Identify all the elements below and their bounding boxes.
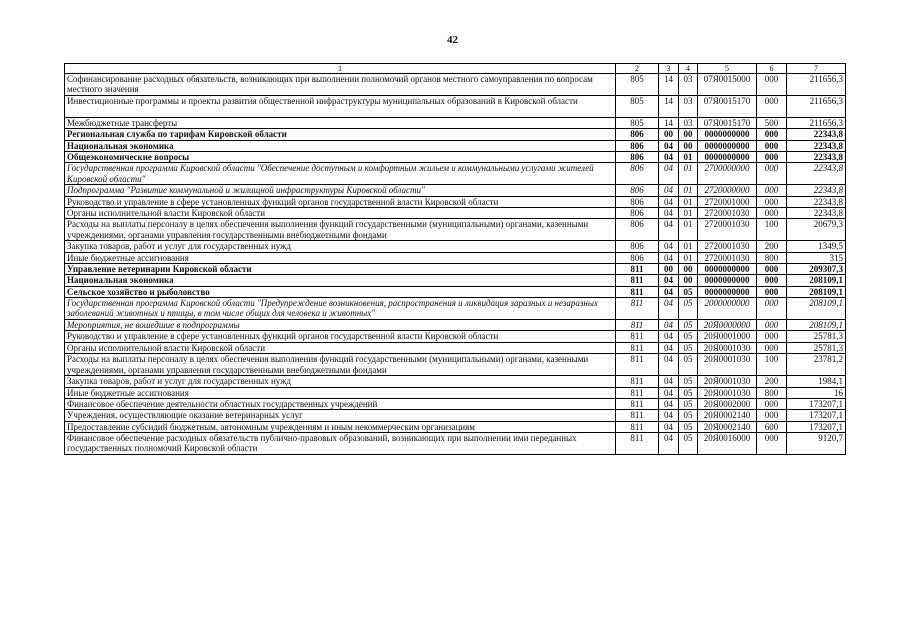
row-name-cell: Закупка товаров, работ и услуг для государственных нужд bbox=[65, 241, 616, 252]
table-row bbox=[65, 298, 846, 320]
row-amount-cell: 22343,8 bbox=[787, 129, 846, 140]
row-ministry-code-cell: 806 bbox=[616, 163, 659, 185]
row-amount-cell: 25781,3 bbox=[787, 342, 846, 353]
row-expense-type-cell: 000 bbox=[757, 432, 787, 454]
row-subsection-cell: 05 bbox=[679, 354, 698, 376]
row-amount-cell: 211656,3 bbox=[787, 74, 846, 96]
row-name-cell: Государственная программа Кировской области "Предупреждение возникновения, распространения и ликвидация заразных и незаразных заболеваний животных и птицы, в том числе общих для человека и животных" bbox=[65, 298, 616, 320]
row-name-cell: Управление ветеринарии Кировской области bbox=[65, 264, 616, 275]
row-expense-type-cell: 000 bbox=[757, 342, 787, 353]
column-header: 2 bbox=[616, 64, 659, 74]
table-row bbox=[65, 264, 846, 275]
table-row bbox=[65, 275, 846, 286]
table-body bbox=[65, 74, 846, 455]
row-subsection-cell: 05 bbox=[679, 342, 698, 353]
row-target-article-cell: 2720001030 bbox=[698, 252, 757, 263]
table-row bbox=[65, 376, 846, 387]
row-target-article-cell: 2000000000 bbox=[698, 298, 757, 320]
row-subsection-cell: 01 bbox=[679, 208, 698, 219]
row-expense-type-cell: 000 bbox=[757, 129, 787, 140]
table-row bbox=[65, 140, 846, 151]
row-subsection-cell: 05 bbox=[679, 320, 698, 331]
column-header: 1 bbox=[65, 64, 616, 74]
row-amount-cell: 209307,3 bbox=[787, 264, 846, 275]
row-section-cell: 04 bbox=[659, 331, 679, 342]
row-name-cell: Финансовое обеспечение деятельности областных государственных учреждений bbox=[65, 398, 616, 409]
row-subsection-cell: 01 bbox=[679, 152, 698, 163]
row-ministry-code-cell: 805 bbox=[616, 118, 659, 129]
row-amount-cell: 208109,1 bbox=[787, 275, 846, 286]
table-row bbox=[65, 152, 846, 163]
row-amount-cell: 22343,8 bbox=[787, 196, 846, 207]
row-amount-cell: 25781,3 bbox=[787, 331, 846, 342]
row-amount-cell: 20679,3 bbox=[787, 219, 846, 241]
table-row bbox=[65, 387, 846, 398]
table-row bbox=[65, 196, 846, 207]
table-row bbox=[65, 342, 846, 353]
row-name-cell: Расходы на выплаты персоналу в целях обеспечения выполнения функций государственными (муниципальными) органами, казенными учреждениями, органами управления государственными внебюджетными фондами bbox=[65, 219, 616, 241]
row-amount-cell: 22343,8 bbox=[787, 185, 846, 196]
row-name-cell: Межбюджетные трансферты bbox=[65, 118, 616, 129]
row-amount-cell: 16 bbox=[787, 387, 846, 398]
row-name-cell: Региональная служба по тарифам Кировской области bbox=[65, 129, 616, 140]
row-amount-cell: 211656,3 bbox=[787, 96, 846, 118]
row-expense-type-cell: 000 bbox=[757, 163, 787, 185]
column-header: 5 bbox=[698, 64, 757, 74]
row-section-cell: 04 bbox=[659, 163, 679, 185]
row-target-article-cell: 0000000000 bbox=[698, 152, 757, 163]
column-header: 7 bbox=[787, 64, 846, 74]
row-target-article-cell: 2720001030 bbox=[698, 241, 757, 252]
row-expense-type-cell: 800 bbox=[757, 387, 787, 398]
row-target-article-cell: 2720001030 bbox=[698, 208, 757, 219]
row-amount-cell: 22343,8 bbox=[787, 140, 846, 151]
row-ministry-code-cell: 806 bbox=[616, 140, 659, 151]
row-target-article-cell: 07Я0015000 bbox=[698, 74, 757, 96]
row-section-cell: 14 bbox=[659, 96, 679, 118]
row-name-cell: Закупка товаров, работ и услуг для государственных нужд bbox=[65, 376, 616, 387]
row-section-cell: 04 bbox=[659, 152, 679, 163]
row-subsection-cell: 05 bbox=[679, 376, 698, 387]
row-subsection-cell: 03 bbox=[679, 118, 698, 129]
row-section-cell: 04 bbox=[659, 376, 679, 387]
table-row bbox=[65, 286, 846, 297]
row-target-article-cell: 20Я0001030 bbox=[698, 376, 757, 387]
row-subsection-cell: 03 bbox=[679, 74, 698, 96]
row-expense-type-cell: 000 bbox=[757, 286, 787, 297]
row-target-article-cell: 20Я0000000 bbox=[698, 320, 757, 331]
table-row bbox=[65, 74, 846, 96]
row-target-article-cell: 20Я0001030 bbox=[698, 387, 757, 398]
row-ministry-code-cell: 811 bbox=[616, 410, 659, 421]
row-amount-cell: 22343,8 bbox=[787, 208, 846, 219]
row-name-cell: Органы исполнительной власти Кировской области bbox=[65, 342, 616, 353]
row-subsection-cell: 01 bbox=[679, 252, 698, 263]
row-section-cell: 14 bbox=[659, 118, 679, 129]
row-expense-type-cell: 000 bbox=[757, 298, 787, 320]
table-row bbox=[65, 219, 846, 241]
column-header: 4 bbox=[679, 64, 698, 74]
row-section-cell: 00 bbox=[659, 264, 679, 275]
row-expense-type-cell: 000 bbox=[757, 152, 787, 163]
row-section-cell: 04 bbox=[659, 354, 679, 376]
table-row bbox=[65, 163, 846, 185]
row-ministry-code-cell: 806 bbox=[616, 241, 659, 252]
row-expense-type-cell: 000 bbox=[757, 208, 787, 219]
row-expense-type-cell: 800 bbox=[757, 252, 787, 263]
column-header: 3 bbox=[659, 64, 679, 74]
row-ministry-code-cell: 811 bbox=[616, 286, 659, 297]
row-expense-type-cell: 000 bbox=[757, 275, 787, 286]
row-target-article-cell: 2720000000 bbox=[698, 185, 757, 196]
row-subsection-cell: 05 bbox=[679, 387, 698, 398]
row-expense-type-cell: 000 bbox=[757, 264, 787, 275]
row-section-cell: 04 bbox=[659, 241, 679, 252]
row-ministry-code-cell: 811 bbox=[616, 320, 659, 331]
row-section-cell: 04 bbox=[659, 252, 679, 263]
row-expense-type-cell: 000 bbox=[757, 96, 787, 118]
row-name-cell: Иные бюджетные ассигнования bbox=[65, 252, 616, 263]
row-ministry-code-cell: 811 bbox=[616, 354, 659, 376]
row-amount-cell: 22343,8 bbox=[787, 152, 846, 163]
row-name-cell: Финансовое обеспечение расходных обязательств публично-правовых образований, возникающих при выполнении ими переданных государственных полномочий Кировской области bbox=[65, 432, 616, 454]
row-amount-cell: 208109,1 bbox=[787, 286, 846, 297]
row-section-cell: 04 bbox=[659, 421, 679, 432]
table-header-row bbox=[65, 64, 846, 74]
row-section-cell: 04 bbox=[659, 196, 679, 207]
row-expense-type-cell: 000 bbox=[757, 74, 787, 96]
row-amount-cell: 173207,1 bbox=[787, 421, 846, 432]
row-section-cell: 00 bbox=[659, 129, 679, 140]
row-ministry-code-cell: 811 bbox=[616, 298, 659, 320]
row-subsection-cell: 01 bbox=[679, 219, 698, 241]
row-expense-type-cell: 000 bbox=[757, 196, 787, 207]
row-subsection-cell: 05 bbox=[679, 410, 698, 421]
row-amount-cell: 1349,5 bbox=[787, 241, 846, 252]
row-ministry-code-cell: 805 bbox=[616, 74, 659, 96]
row-section-cell: 04 bbox=[659, 432, 679, 454]
row-section-cell: 04 bbox=[659, 410, 679, 421]
row-target-article-cell: 20Я0001030 bbox=[698, 342, 757, 353]
row-expense-type-cell: 500 bbox=[757, 118, 787, 129]
row-amount-cell: 9120,7 bbox=[787, 432, 846, 454]
row-expense-type-cell: 000 bbox=[757, 185, 787, 196]
row-subsection-cell: 00 bbox=[679, 275, 698, 286]
row-expense-type-cell: 000 bbox=[757, 320, 787, 331]
row-ministry-code-cell: 811 bbox=[616, 387, 659, 398]
row-target-article-cell: 20Я0016000 bbox=[698, 432, 757, 454]
row-subsection-cell: 05 bbox=[679, 298, 698, 320]
row-name-cell: Софинансирование расходных обязательств, возникающих при выполнении полномочий органов местного самоуправления по вопросам местного значения bbox=[65, 74, 616, 96]
budget-table bbox=[64, 63, 846, 455]
row-ministry-code-cell: 811 bbox=[616, 331, 659, 342]
row-expense-type-cell: 000 bbox=[757, 398, 787, 409]
row-target-article-cell: 20Я0002140 bbox=[698, 421, 757, 432]
row-expense-type-cell: 100 bbox=[757, 354, 787, 376]
row-section-cell: 04 bbox=[659, 342, 679, 353]
row-amount-cell: 211656,3 bbox=[787, 118, 846, 129]
row-section-cell: 04 bbox=[659, 387, 679, 398]
table-row bbox=[65, 252, 846, 263]
row-name-cell: Национальная экономика bbox=[65, 140, 616, 151]
table-row bbox=[65, 129, 846, 140]
row-target-article-cell: 0000000000 bbox=[698, 140, 757, 151]
row-amount-cell: 22343,8 bbox=[787, 163, 846, 185]
row-ministry-code-cell: 806 bbox=[616, 196, 659, 207]
page-number: 42 bbox=[447, 34, 458, 46]
row-section-cell: 04 bbox=[659, 140, 679, 151]
row-ministry-code-cell: 805 bbox=[616, 96, 659, 118]
table-row bbox=[65, 421, 846, 432]
row-subsection-cell: 01 bbox=[679, 196, 698, 207]
row-subsection-cell: 05 bbox=[679, 398, 698, 409]
row-subsection-cell: 00 bbox=[679, 129, 698, 140]
row-expense-type-cell: 200 bbox=[757, 376, 787, 387]
table-row bbox=[65, 331, 846, 342]
row-target-article-cell: 0000000000 bbox=[698, 129, 757, 140]
row-target-article-cell: 20Я0001000 bbox=[698, 331, 757, 342]
row-ministry-code-cell: 811 bbox=[616, 398, 659, 409]
row-ministry-code-cell: 811 bbox=[616, 264, 659, 275]
table-row bbox=[65, 320, 846, 331]
row-name-cell: Предоставление субсидий бюджетным, автономным учреждениям и иным некоммерческим организациям bbox=[65, 421, 616, 432]
row-ministry-code-cell: 806 bbox=[616, 208, 659, 219]
table-row bbox=[65, 96, 846, 118]
table-row bbox=[65, 241, 846, 252]
row-name-cell: Подпрограмма "Развитие коммунальной и жилищной инфраструктуры Кировской области" bbox=[65, 185, 616, 196]
row-amount-cell: 173207,1 bbox=[787, 398, 846, 409]
row-name-cell: Национальная экономика bbox=[65, 275, 616, 286]
row-section-cell: 04 bbox=[659, 219, 679, 241]
row-name-cell: Учреждения, осуществляющие оказание ветеринарных услуг bbox=[65, 410, 616, 421]
row-subsection-cell: 01 bbox=[679, 163, 698, 185]
row-section-cell: 04 bbox=[659, 208, 679, 219]
table-row bbox=[65, 118, 846, 129]
table-row bbox=[65, 398, 846, 409]
row-subsection-cell: 05 bbox=[679, 421, 698, 432]
row-subsection-cell: 01 bbox=[679, 185, 698, 196]
row-target-article-cell: 20Я0002140 bbox=[698, 410, 757, 421]
row-expense-type-cell: 600 bbox=[757, 421, 787, 432]
row-ministry-code-cell: 811 bbox=[616, 421, 659, 432]
row-ministry-code-cell: 806 bbox=[616, 185, 659, 196]
table-row bbox=[65, 208, 846, 219]
row-section-cell: 04 bbox=[659, 298, 679, 320]
row-target-article-cell: 0000000000 bbox=[698, 264, 757, 275]
row-ministry-code-cell: 811 bbox=[616, 376, 659, 387]
row-amount-cell: 173207,1 bbox=[787, 410, 846, 421]
row-subsection-cell: 05 bbox=[679, 432, 698, 454]
row-subsection-cell: 00 bbox=[679, 264, 698, 275]
row-ministry-code-cell: 811 bbox=[616, 432, 659, 454]
row-target-article-cell: 07Я0015170 bbox=[698, 118, 757, 129]
row-section-cell: 04 bbox=[659, 286, 679, 297]
row-ministry-code-cell: 806 bbox=[616, 252, 659, 263]
row-name-cell: Сельское хозяйство и рыболовство bbox=[65, 286, 616, 297]
row-section-cell: 04 bbox=[659, 320, 679, 331]
row-name-cell: Иные бюджетные ассигнования bbox=[65, 387, 616, 398]
row-target-article-cell: 07Я0015170 bbox=[698, 96, 757, 118]
row-subsection-cell: 05 bbox=[679, 331, 698, 342]
table-row bbox=[65, 354, 846, 376]
row-subsection-cell: 00 bbox=[679, 140, 698, 151]
row-subsection-cell: 03 bbox=[679, 96, 698, 118]
row-target-article-cell: 0000000000 bbox=[698, 286, 757, 297]
row-subsection-cell: 01 bbox=[679, 241, 698, 252]
row-ministry-code-cell: 806 bbox=[616, 219, 659, 241]
row-name-cell: Расходы на выплаты персоналу в целях обеспечения выполнения функций государственными (муниципальными) органами, казенными учреждениями, органами управления государственными внебюджетными фондами bbox=[65, 354, 616, 376]
table-row bbox=[65, 432, 846, 454]
row-name-cell: Руководство и управление в сфере установленных функций органов государственной власти Кировской области bbox=[65, 196, 616, 207]
row-expense-type-cell: 000 bbox=[757, 331, 787, 342]
row-name-cell: Руководство и управление в сфере установленных функций органов государственной власти Кировской области bbox=[65, 331, 616, 342]
row-section-cell: 04 bbox=[659, 398, 679, 409]
table-row bbox=[65, 410, 846, 421]
row-expense-type-cell: 000 bbox=[757, 410, 787, 421]
row-name-cell: Органы исполнительной власти Кировской области bbox=[65, 208, 616, 219]
row-name-cell: Общеэкономические вопросы bbox=[65, 152, 616, 163]
row-target-article-cell: 2720001000 bbox=[698, 196, 757, 207]
row-name-cell: Государственная программа Кировской области "Обеспечение доступным и комфортным жильем и коммунальными услугами жителей Кировской области" bbox=[65, 163, 616, 185]
column-header: 6 bbox=[757, 64, 787, 74]
row-amount-cell: 1984,1 bbox=[787, 376, 846, 387]
row-target-article-cell: 0000000000 bbox=[698, 275, 757, 286]
row-target-article-cell: 20Я0001030 bbox=[698, 354, 757, 376]
row-name-cell: Мероприятия, не вошедшие в подпрограммы bbox=[65, 320, 616, 331]
row-target-article-cell: 2720001030 bbox=[698, 219, 757, 241]
row-expense-type-cell: 200 bbox=[757, 241, 787, 252]
row-expense-type-cell: 000 bbox=[757, 140, 787, 151]
row-section-cell: 14 bbox=[659, 74, 679, 96]
row-amount-cell: 208109,1 bbox=[787, 320, 846, 331]
row-target-article-cell: 20Я0002000 bbox=[698, 398, 757, 409]
row-amount-cell: 315 bbox=[787, 252, 846, 263]
row-target-article-cell: 2700000000 bbox=[698, 163, 757, 185]
row-ministry-code-cell: 806 bbox=[616, 152, 659, 163]
row-ministry-code-cell: 806 bbox=[616, 129, 659, 140]
row-amount-cell: 208109,1 bbox=[787, 298, 846, 320]
row-section-cell: 04 bbox=[659, 185, 679, 196]
row-ministry-code-cell: 811 bbox=[616, 275, 659, 286]
row-name-cell: Инвестиционные программы и проекты развития общественной инфраструктуры муниципальных образований в Кировской области bbox=[65, 96, 616, 118]
row-expense-type-cell: 100 bbox=[757, 219, 787, 241]
row-ministry-code-cell: 811 bbox=[616, 342, 659, 353]
row-amount-cell: 23781,2 bbox=[787, 354, 846, 376]
row-subsection-cell: 05 bbox=[679, 286, 698, 297]
table-row bbox=[65, 185, 846, 196]
row-section-cell: 04 bbox=[659, 275, 679, 286]
